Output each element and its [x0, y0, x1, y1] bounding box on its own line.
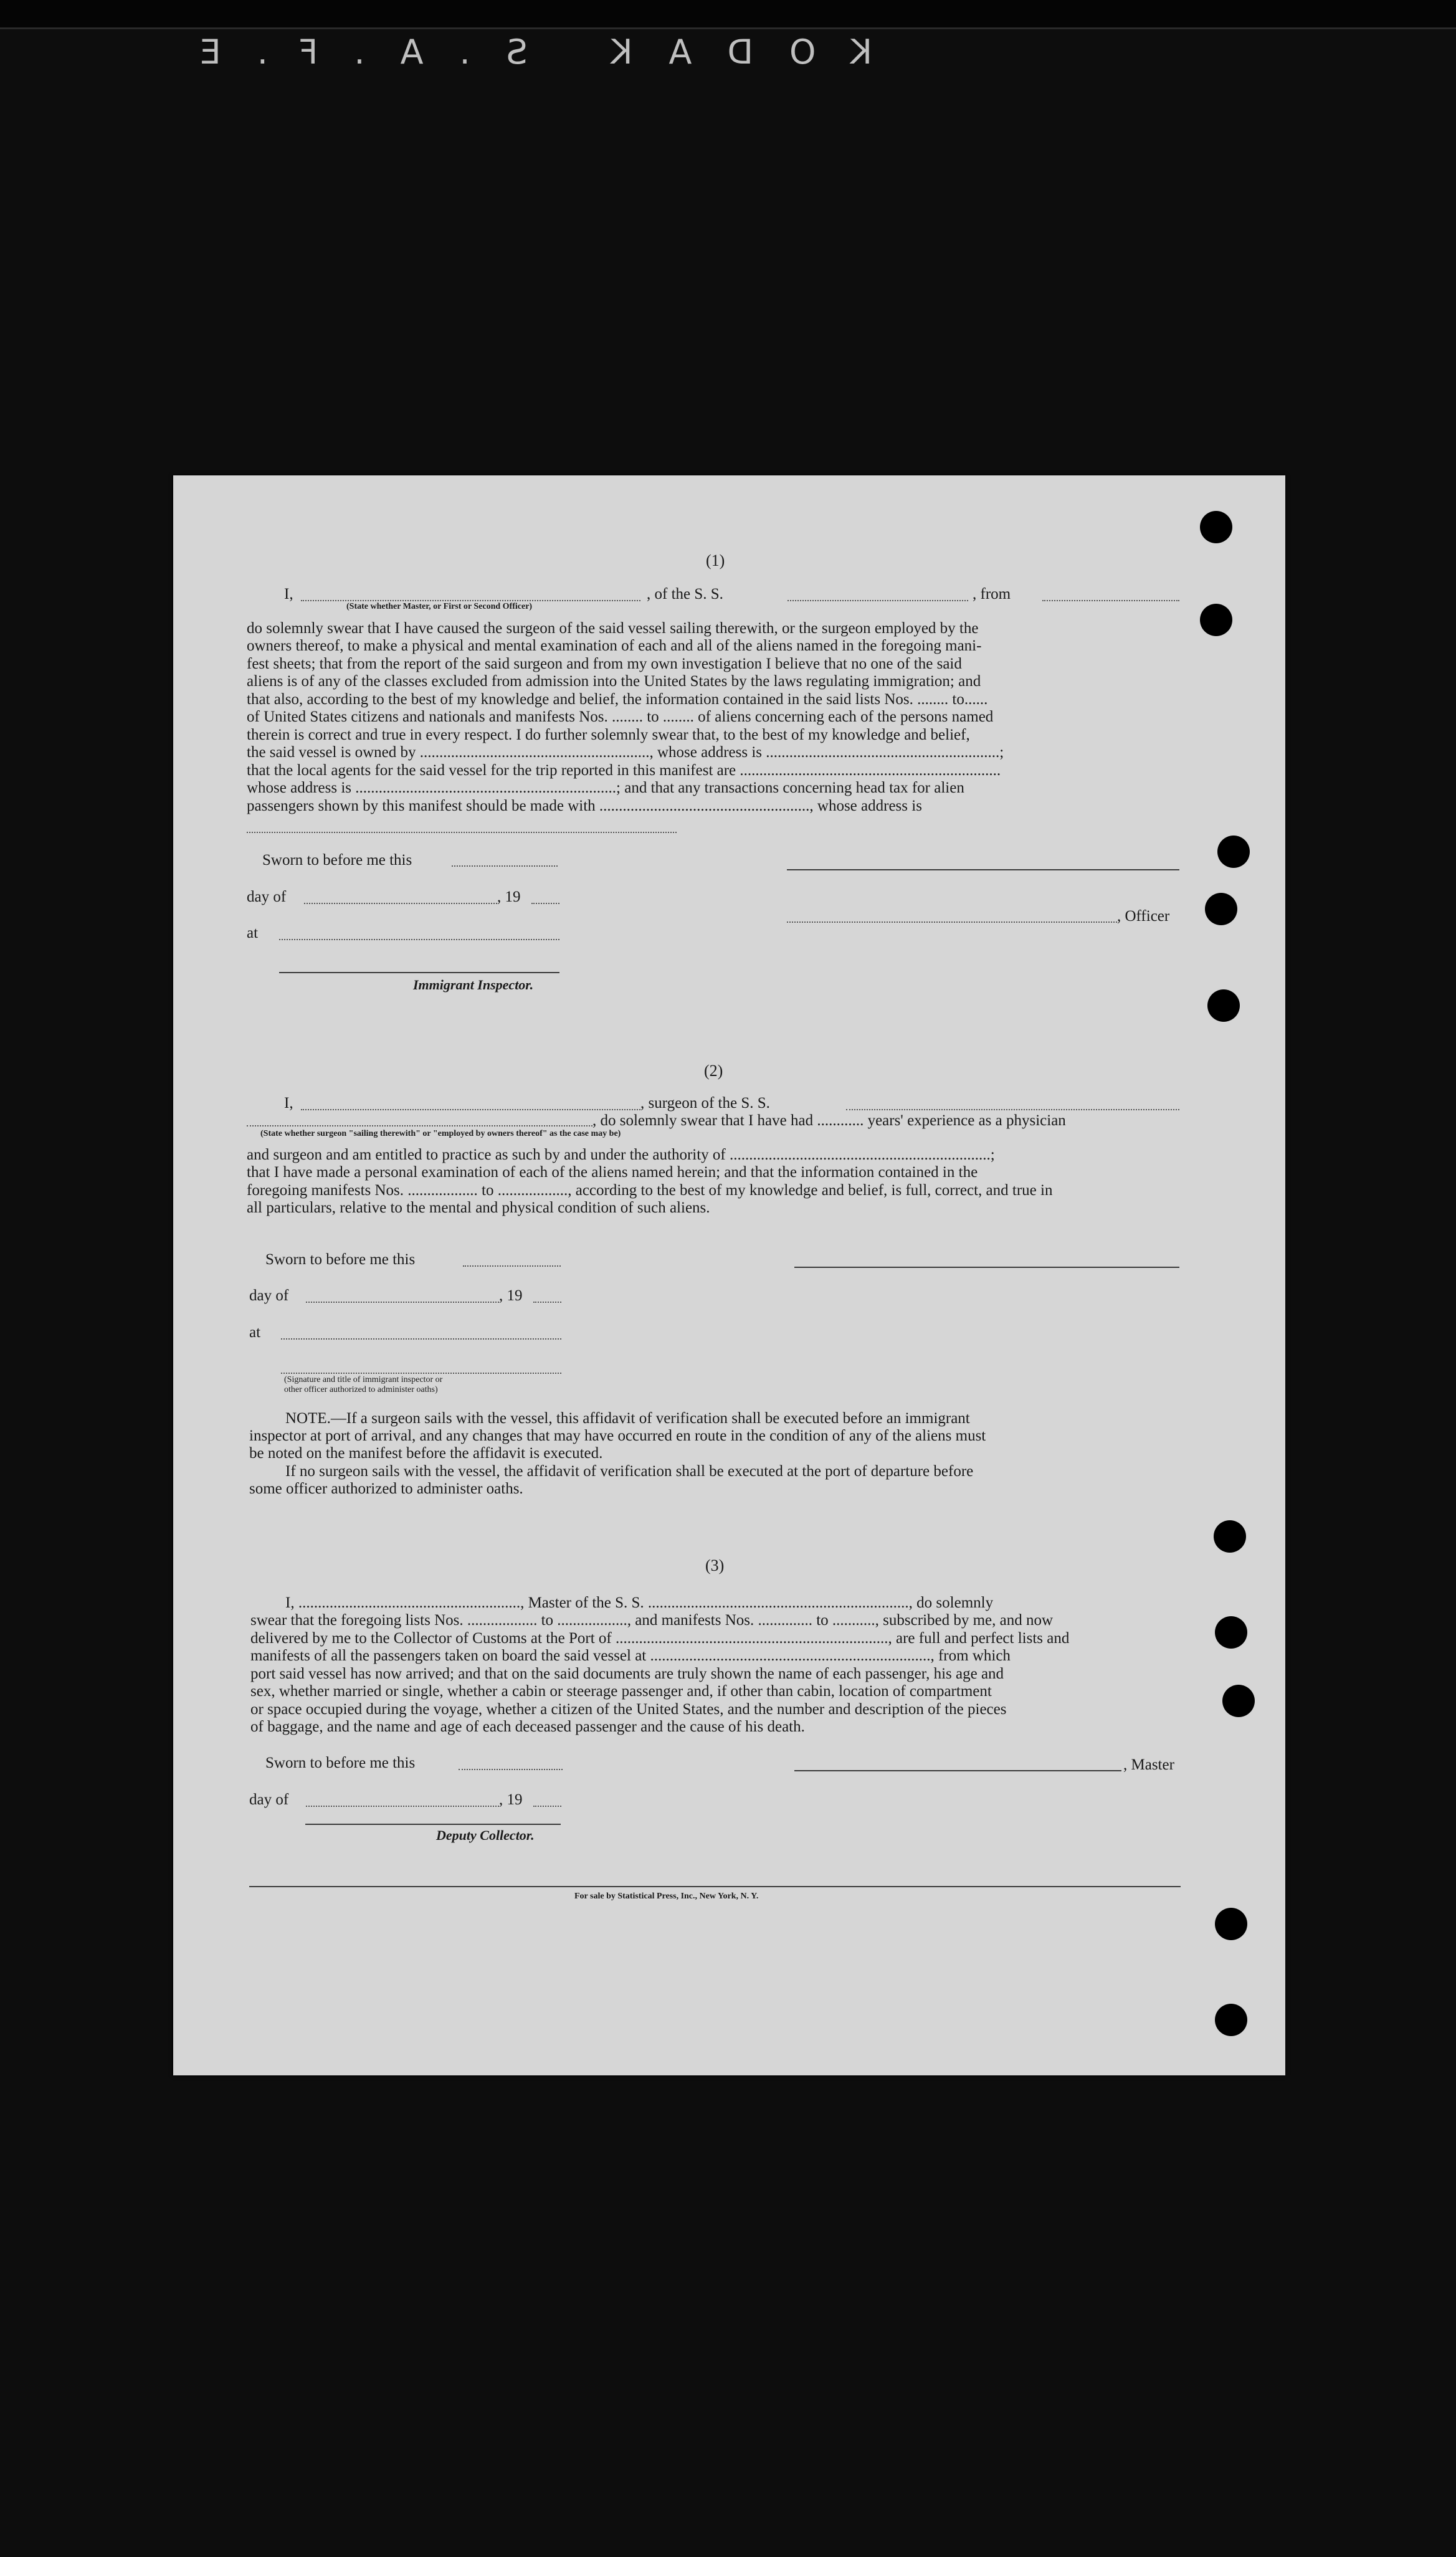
fill-line [459, 1769, 563, 1770]
fill-line [306, 1806, 499, 1807]
section-1-officer: , Officer [1117, 908, 1170, 925]
signature-line [279, 972, 559, 973]
section-2-body-line: and surgeon and am entitled to practice as such by and under the authority of ...................................................................; [247, 1146, 995, 1163]
fill-line [533, 1806, 561, 1807]
section-2-sig-caption: other officer authorized to administer oaths) [284, 1385, 438, 1394]
punch-hole [1214, 1520, 1246, 1553]
punch-hole [1200, 511, 1232, 543]
section-1-body-line: aliens is of any of the classes excluded from admission into the United States by the laws regulating immigration; and [247, 673, 981, 690]
section-2-number: (2) [704, 1062, 723, 1080]
section-1-caption: (State whether Master, or First or Second Officer) [346, 602, 533, 611]
section-2-note: If no surgeon sails with the vessel, the affidavit of verification shall be executed at the port of departure before [285, 1463, 974, 1480]
fill-line [281, 1338, 561, 1340]
section-2-note: NOTE.—If a surgeon sails with the vessel, this affidavit of verification shall be executed before an immigrant [285, 1410, 970, 1427]
section-2-body-line: that I have made a personal examination of each of the aliens named herein; and that the information contained in the [247, 1164, 978, 1181]
section-3-collector: Deputy Collector. [436, 1827, 535, 1843]
section-1-body-line: fest sheets; that from the report of the said surgeon and from my own investigation I believe that no one of the said [247, 655, 962, 672]
fill-line [846, 1109, 1179, 1110]
fill-line [301, 600, 640, 601]
fill-line [787, 600, 968, 601]
fill-line [247, 1125, 592, 1126]
fill-line [533, 1302, 561, 1303]
signature-line [794, 1770, 1121, 1771]
punch-hole [1205, 893, 1237, 925]
section-2-i: I, [284, 1095, 293, 1112]
section-3-body-line: port said vessel has now arrived; and that on the said documents are truly shown the name of each passenger, his age and [250, 1665, 1004, 1682]
section-1-inspector: Immigrant Inspector. [413, 977, 534, 993]
section-2-note: some officer authorized to administer oaths. [249, 1480, 523, 1497]
section-1-body-line: do solemnly swear that I have caused the surgeon of the said vessel sailing therewith, or the surgeon employed by the [247, 620, 979, 637]
section-2-body-line: foregoing manifests Nos. .................. to .................., according to the best of my knowledge and belief, is full, correct, and true in [247, 1182, 1053, 1199]
section-1-body-line: of United States citizens and nationals and manifests Nos. ........ to ........ of aliens concerning each of the persons named [247, 708, 994, 725]
fill-line [301, 1109, 640, 1110]
fill-line [304, 903, 497, 904]
section-1-body-line: that also, according to the best of my knowledge and belief, the information contained in the said lists Nos. ........ to...... [247, 691, 988, 708]
fill-line [247, 832, 677, 833]
section-1-from: , from [973, 586, 1011, 602]
section-3-body-line: of baggage, and the name and age of each deceased passenger and the cause of his death. [250, 1718, 805, 1735]
section-3-year: , 19 [499, 1791, 523, 1808]
section-2-at: at [249, 1324, 261, 1341]
fill-line [787, 921, 1117, 923]
section-3-body-line: swear that the foregoing lists Nos. .................. to .................., and manifests Nos. .............. to ..........., subscribed by me, and now [250, 1612, 1054, 1629]
fill-line [531, 903, 559, 904]
section-1-body-line: the said vessel is owned by ..........................................................., whose address is ............................................................; [247, 744, 1004, 761]
section-2-note: inspector at port of arrival, and any changes that may have occurred en route in the condition of any of the aliens must [249, 1427, 986, 1444]
section-2-day-of: day of [249, 1287, 289, 1304]
punch-hole [1217, 836, 1250, 868]
section-2-body-line: all particulars, relative to the mental and physical condition of such aliens. [247, 1199, 710, 1216]
section-1-body-line: therein is correct and true in every respect. I do further solemnly swear that, to the best of my knowledge and belief, [247, 726, 970, 743]
section-1-of-ss: , of the S. S. [647, 586, 723, 602]
section-2-caption: (State whether surgeon "sailing therewith" or "employed by owners thereof" as the case may be) [260, 1129, 621, 1138]
section-2-solemnly: , do solemnly swear that I have had ............ years' experience as a physician [592, 1112, 1066, 1129]
fill-line [306, 1302, 499, 1303]
film-edge-text: KODAK S.A.F.E [163, 32, 872, 72]
section-1-body-line: owners thereof, to make a physical and mental examination of each and all of the aliens named in the foregoing mani- [247, 637, 982, 654]
section-2-sig-caption: (Signature and title of immigrant inspector or [284, 1375, 443, 1384]
section-3-body-line: delivered by me to the Collector of Customs at the Port of ......................................................................, are full and perfect lists and [250, 1630, 1070, 1647]
signature-line [305, 1824, 561, 1825]
section-1-number: (1) [706, 551, 725, 569]
footer-printer: For sale by Statistical Press, Inc., New York, N. Y. [574, 1892, 759, 1901]
section-3-sworn: Sworn to before me this [265, 1755, 416, 1771]
section-2-note: be noted on the manifest before the affidavit is executed. [249, 1445, 603, 1462]
punch-hole [1200, 604, 1232, 636]
punch-hole [1222, 1685, 1255, 1717]
punch-hole [1215, 2004, 1247, 2036]
section-3-day-of: day of [249, 1791, 289, 1808]
section-1-sworn: Sworn to before me this [262, 852, 412, 869]
fill-line [279, 939, 559, 940]
section-2-year: , 19 [499, 1287, 523, 1304]
footer-rule [249, 1886, 1181, 1887]
section-1-body-line: passengers shown by this manifest should be made with ......................................................, whose address is [247, 798, 922, 814]
section-3-master: , Master [1123, 1756, 1174, 1773]
punch-hole [1215, 1616, 1247, 1649]
fill-line [452, 865, 558, 867]
signature-line [794, 1267, 1179, 1268]
section-2-surgeon-of: , surgeon of the S. S. [640, 1095, 770, 1112]
fill-line [281, 1373, 561, 1374]
section-1-i: I, [284, 586, 293, 602]
section-3-body-line: or space occupied during the voyage, whether a citizen of the United States, and the number and description of the pieces [250, 1701, 1007, 1718]
manifest-page [173, 475, 1285, 2075]
section-1-body-line: that the local agents for the said vessel for the trip reported in this manifest are ................................................................... [247, 762, 1001, 779]
section-3-number: (3) [705, 1556, 725, 1574]
section-1-at: at [247, 925, 259, 941]
film-edge [0, 0, 1456, 29]
section-2-sworn: Sworn to before me this [265, 1251, 416, 1268]
punch-hole [1207, 989, 1240, 1022]
signature-line [787, 869, 1179, 870]
section-1-body-line: whose address is ...................................................................; and that any transactions concerning head tax for alien [247, 779, 964, 796]
section-3-body-line: manifests of all the passengers taken on board the said vessel at ........................................................................, from which [250, 1647, 1011, 1664]
section-1-day-of: day of [247, 888, 287, 905]
section-1-year: , 19 [497, 888, 521, 905]
fill-line [1042, 600, 1179, 601]
punch-hole [1215, 1908, 1247, 1940]
section-3-body-line: sex, whether married or single, whether a cabin or steerage passenger and, if other than cabin, location of compartment [250, 1683, 992, 1700]
fill-line [463, 1265, 561, 1267]
section-3-body-line: I, ........................................................., Master of the S. S. ..................................................................., do solemnly [285, 1594, 994, 1611]
